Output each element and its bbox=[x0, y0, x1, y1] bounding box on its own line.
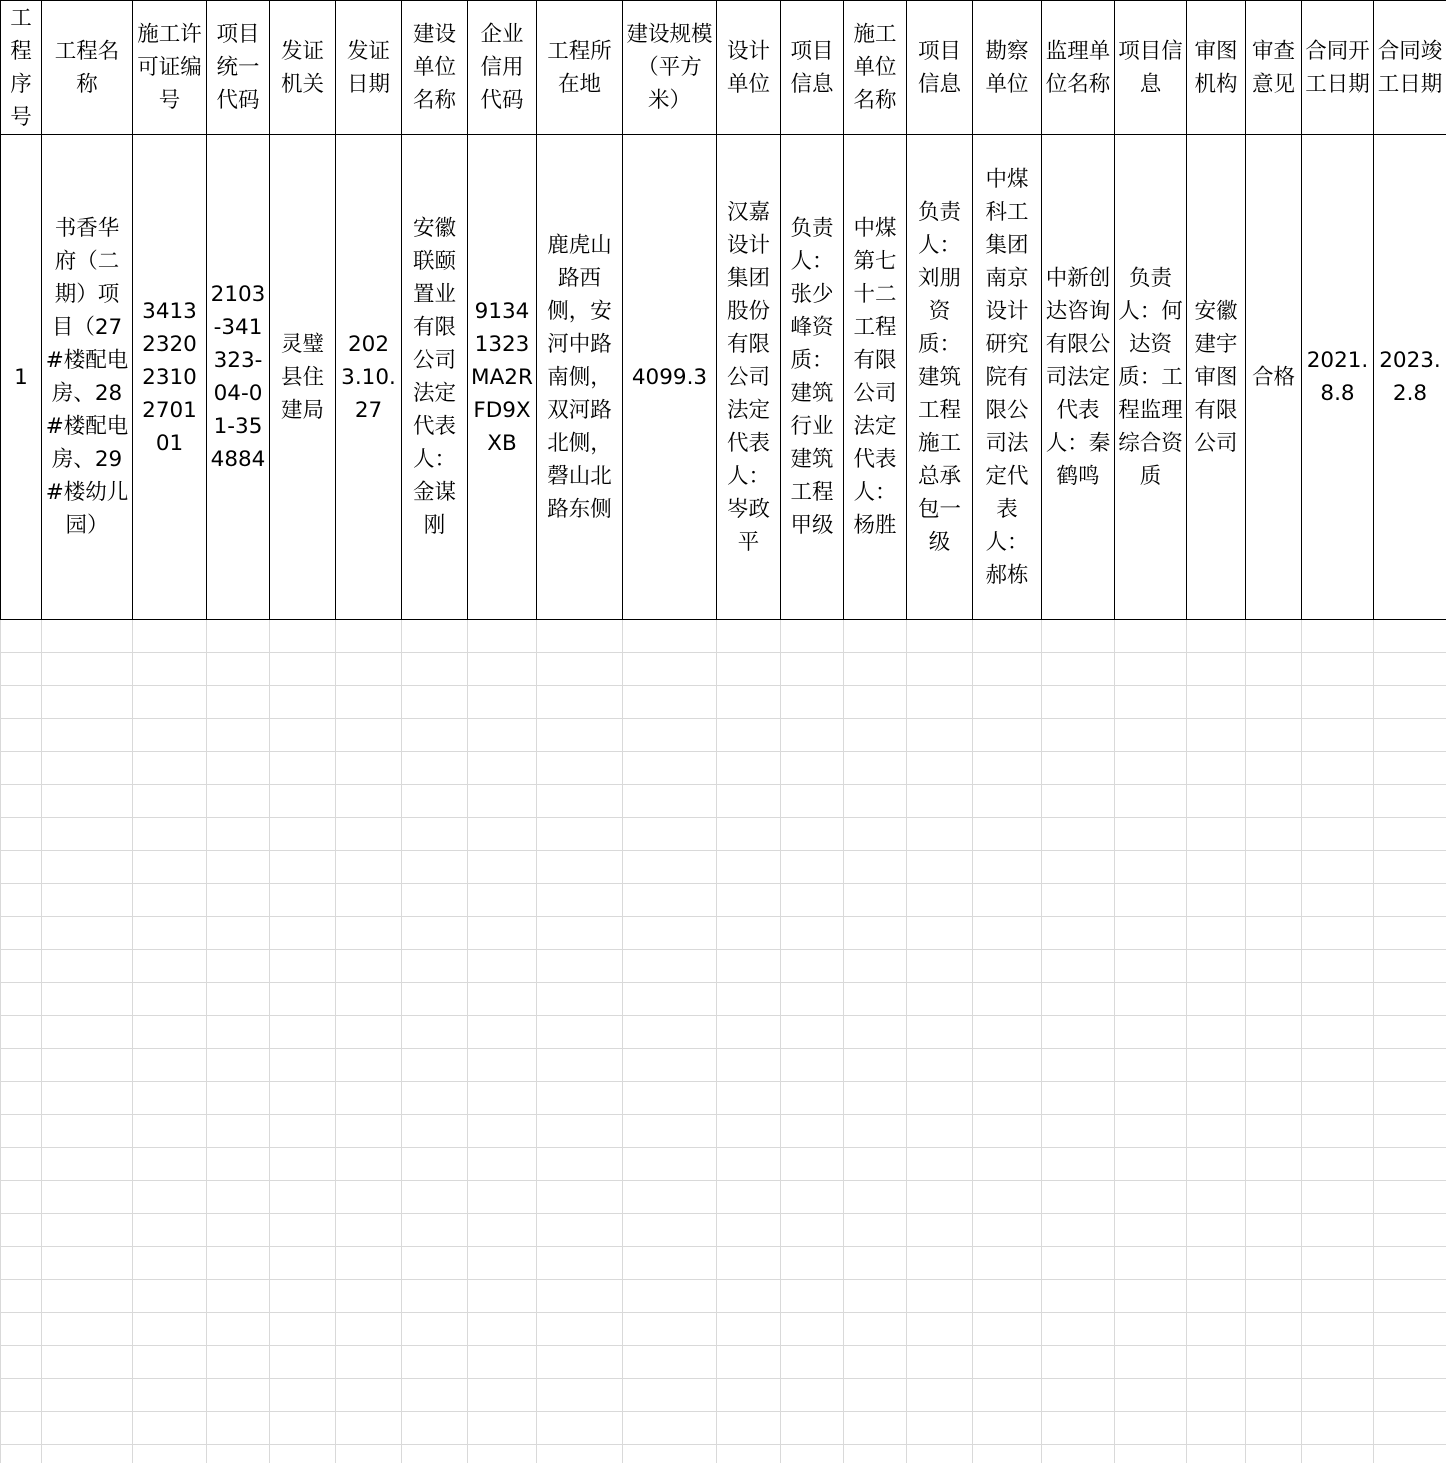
header-seq[interactable]: 工程序号 bbox=[1, 1, 42, 135]
cell-construction-info[interactable]: 负责人：刘朋资质：建筑工程施工总承包一级 bbox=[907, 135, 973, 620]
cell-construction-unit[interactable]: 中煤第七十二工程有限公司法定代表人：杨胜 bbox=[844, 135, 907, 620]
header-design-unit[interactable]: 设计单位 bbox=[717, 1, 781, 135]
header-construction-info[interactable]: 项目信息 bbox=[907, 1, 973, 135]
header-issuing-authority[interactable]: 发证机关 bbox=[270, 1, 336, 135]
header-project-code[interactable]: 项目统一代码 bbox=[207, 1, 270, 135]
header-credit-code[interactable]: 企业信用代码 bbox=[468, 1, 537, 135]
header-row bbox=[1, 1, 1446, 135]
cell-seq[interactable]: 1 bbox=[1, 135, 42, 620]
header-review-opinion[interactable]: 审查意见 bbox=[1246, 1, 1302, 135]
header-supervision-info[interactable]: 项目信息 bbox=[1115, 1, 1187, 135]
cell-issuing-authority[interactable]: 灵璧县住建局 bbox=[270, 135, 336, 620]
cell-scale[interactable]: 4099.3 bbox=[623, 135, 717, 620]
header-construction-unit[interactable]: 施工单位名称 bbox=[844, 1, 907, 135]
cell-review-agency[interactable]: 安徽建宇审图有限公司 bbox=[1187, 135, 1246, 620]
cell-survey-unit[interactable]: 中煤科工集团南京设计研究院有限公司法定代表人：郝栋 bbox=[973, 135, 1042, 620]
cell-project-name[interactable]: 书香华府（二期）项目（27#楼配电房、28#楼配电房、29#楼幼儿园） bbox=[42, 135, 133, 620]
cell-supervision-unit[interactable]: 中新创达咨询有限公司法定代表人：秦鹤鸣 bbox=[1042, 135, 1115, 620]
header-survey-unit[interactable]: 勘察单位 bbox=[973, 1, 1042, 135]
table-row bbox=[1, 135, 1446, 620]
cell-credit-code[interactable]: 91341323MA2RFD9XXB bbox=[468, 135, 537, 620]
header-contract-start[interactable]: 合同开工日期 bbox=[1302, 1, 1374, 135]
cell-builder[interactable]: 安徽联颐置业有限公司法定代表人：金谋刚 bbox=[402, 135, 468, 620]
header-contract-end[interactable]: 合同竣工日期 bbox=[1374, 1, 1446, 135]
cell-location[interactable]: 鹿虎山路西侧，安河中路南侧，双河路北侧，磬山北路东侧 bbox=[537, 135, 623, 620]
cell-project-code[interactable]: 2103-341323-04-01-354884 bbox=[207, 135, 270, 620]
header-scale[interactable]: 建设规模（平方米） bbox=[623, 1, 717, 135]
cell-permit-no[interactable]: 341323202310270101 bbox=[133, 135, 207, 620]
header-issue-date[interactable]: 发证日期 bbox=[336, 1, 402, 135]
cell-issue-date[interactable]: 2023.10.27 bbox=[336, 135, 402, 620]
cell-review-opinion[interactable]: 合格 bbox=[1246, 135, 1302, 620]
project-record-table bbox=[0, 0, 1446, 620]
header-location[interactable]: 工程所在地 bbox=[537, 1, 623, 135]
cell-design-unit[interactable]: 汉嘉设计集团股份有限公司法定代表人：岑政平 bbox=[717, 135, 781, 620]
header-review-agency[interactable]: 审图机构 bbox=[1187, 1, 1246, 135]
header-supervision-unit[interactable]: 监理单位名称 bbox=[1042, 1, 1115, 135]
cell-contract-end[interactable]: 2023.2.8 bbox=[1374, 135, 1446, 620]
cell-supervision-info[interactable]: 负责人：何达资质：工程监理综合资质 bbox=[1115, 135, 1187, 620]
header-design-info[interactable]: 项目信息 bbox=[781, 1, 844, 135]
header-project-name[interactable]: 工程名称 bbox=[42, 1, 133, 135]
header-builder[interactable]: 建设单位名称 bbox=[402, 1, 468, 135]
header-permit-no[interactable]: 施工许可证编号 bbox=[133, 1, 207, 135]
cell-contract-start[interactable]: 2021.8.8 bbox=[1302, 135, 1374, 620]
cell-design-info[interactable]: 负责人：张少峰资质：建筑行业建筑工程甲级 bbox=[781, 135, 844, 620]
